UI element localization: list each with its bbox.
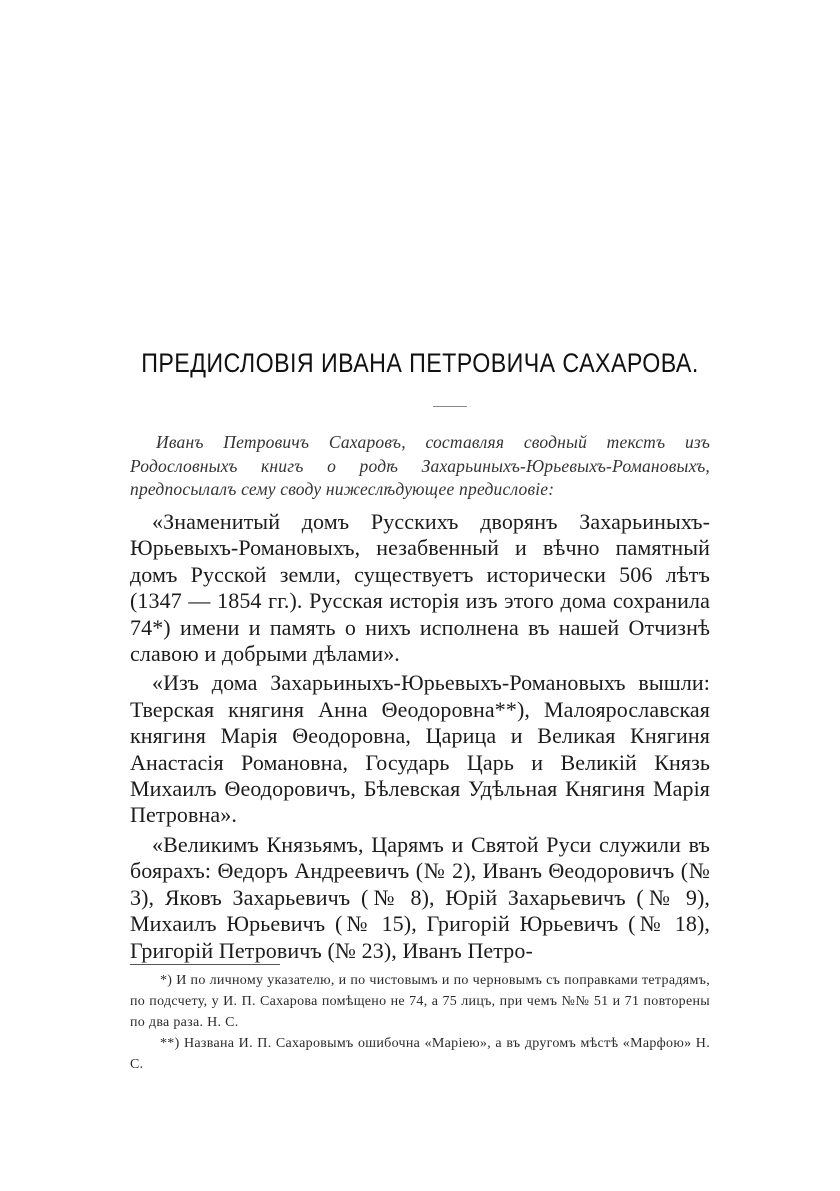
footnote: **) Названа И. П. Сахаровымъ ошибочна «Маріею», а въ другомъ мѣстѣ «Марфою» Н. С.	[130, 1036, 710, 1072]
body-paragraph: «Великимъ Князьямъ, Царямъ и Святой Руси служили въ боярахъ: Θедоръ Андреевичъ (№ 2), Иванъ Θеодоровичъ (№ 3), Яковъ Захарьевичъ (№ 8), Юрій Захарьевичъ (№ 9), Михаилъ Юрьевичъ (№ 15), Григорій Юрьевичъ (№ 18), Григорій Петровичъ (№ 23), Иванъ Петро-	[130, 831, 710, 963]
title-divider	[433, 406, 467, 407]
intro-paragraph: Иванъ Петровичъ Сахаровъ, составляя сводный текстъ изъ Родословныхъ книгъ о родѣ Захарьиныхъ-Юрьевыхъ-Романовыхъ, предпосылалъ сему своду нижеслѣдующее предисловіе:	[130, 432, 710, 499]
footnote-divider	[130, 964, 280, 965]
body-text	[130, 509, 710, 967]
footnote: *) И по личному указателю, и по чистовымъ и по черновымъ съ поправками тетрадямъ, по подсчету, у И. П. Сахарова помѣщено не 74, а 75 лицъ, при чемъ №№ 51 и 71 повторены по два раза. Н. С.	[130, 973, 710, 1030]
page-title: ПРЕДИСЛОВІЯ ИВАНА ПЕТРОВИЧА САХАРОВА.	[141, 348, 699, 378]
body-paragraph: «Знаменитый домъ Русскихъ дворянъ Захарьиныхъ-Юрьевыхъ-Романовыхъ, незабвенный и вѣчно памятный домъ Русской земли, существуетъ исторически 506 лѣтъ (1347 — 1854 гг.). Русская исторія изъ этого дома сохранила 74*) имени и память о нихъ исполнена въ нашей Отчизнѣ славою и добрыми дѣлами».	[130, 509, 710, 667]
footnotes	[130, 970, 710, 1075]
body-paragraph: «Изъ дома Захарьиныхъ-Юрьевыхъ-Романовыхъ вышли: Тверская княгиня Анна Θеодоровна**), Малоярославская княгиня Марія Θеодоровна, Царица и Великая Княгиня Анастасія Романовна, Государь Царь и Великій Князь Михаилъ Θеодоровичъ, Бѣлевская Удѣльная Княгиня Марія Петровна».	[130, 670, 710, 828]
